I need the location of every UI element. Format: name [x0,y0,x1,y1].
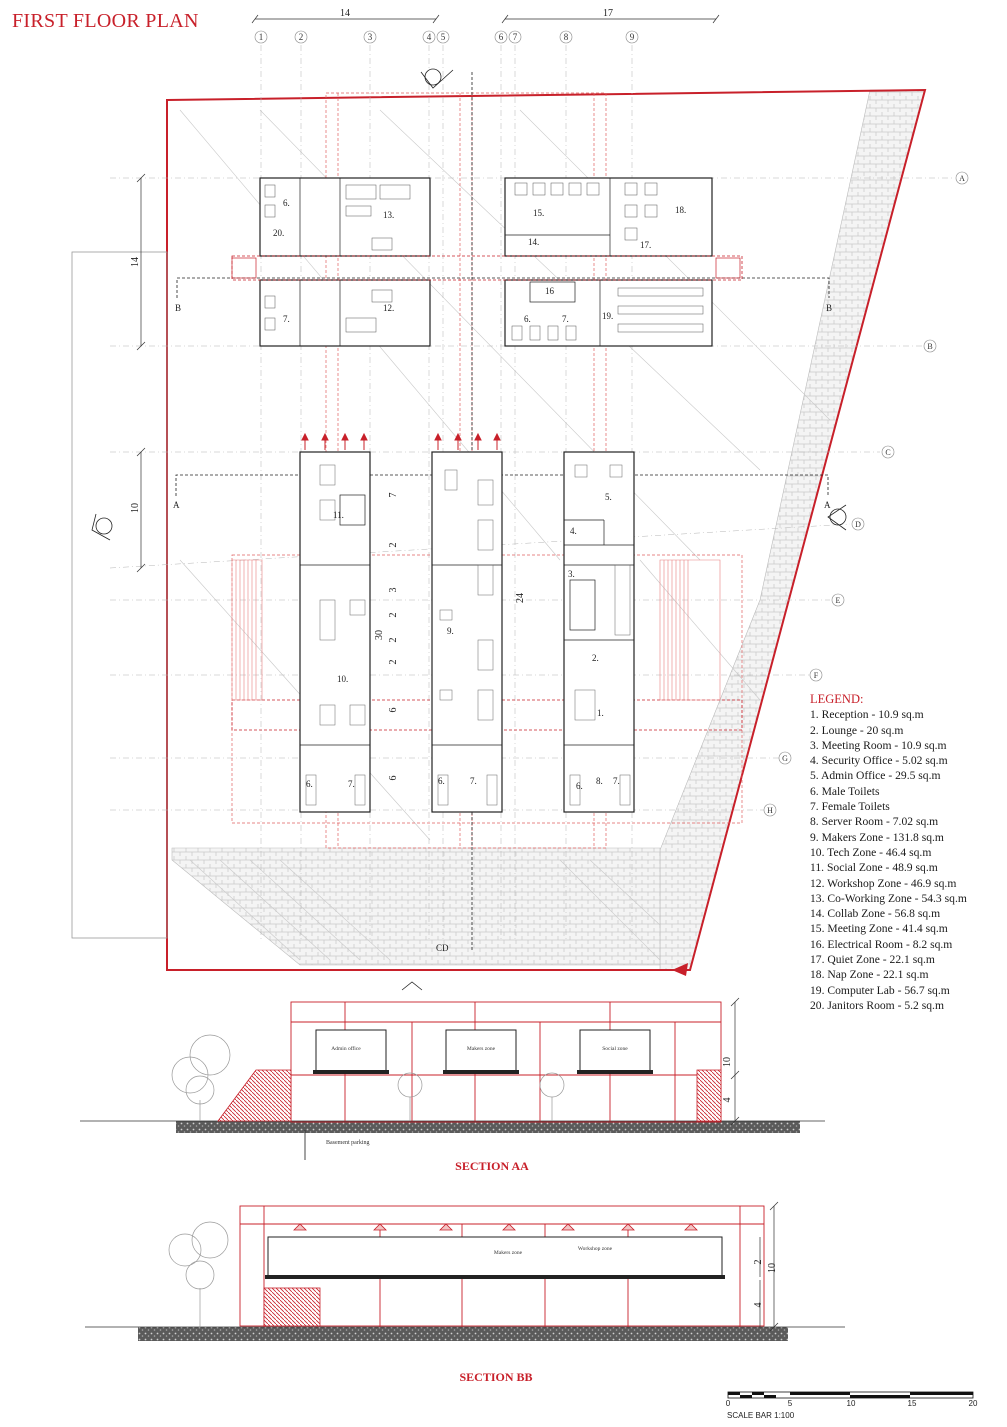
legend-item: 7. Female Toilets [810,800,890,814]
legend-item: 4. Security Office - 5.02 sq.m [810,754,948,768]
room-1: 1. [597,708,604,718]
room-6c: 6. [306,779,313,789]
grid-col-6: 6 [498,32,504,42]
aa-label-makers: Makers zone [466,1046,496,1052]
scale-tick-15: 15 [907,1399,917,1408]
legend-item: 17. Quiet Zone - 22.1 sq.m [810,953,935,967]
room-10: 10. [337,674,349,684]
legend-item: 2. Lounge - 20 sq.m [810,723,904,737]
grid-col-7: 7 [512,32,518,42]
grid-col-3: 3 [367,32,373,42]
section-aa [80,998,825,1160]
scale-bar [728,1392,973,1398]
aa-label-admin: Admin office [331,1046,361,1052]
central-blocks [300,452,634,812]
legend-item: 3. Meeting Room - 10.9 sq.m [810,738,947,752]
room-18: 18. [675,205,687,215]
section-bb [85,1202,845,1341]
grid-col-9: 9 [629,32,635,42]
scale-bar-label: SCALE BAR 1:100 [727,1411,795,1420]
room-6e: 6. [576,781,583,791]
bb-label-workshop: Workshop zone [577,1246,613,1252]
section-aa-title: SECTION AA [455,1159,529,1173]
section-mark-a-left: A [173,500,180,510]
room-11: 11. [333,510,344,520]
bb-dim-2: 2 [753,1259,764,1265]
grid-row-A: A [959,174,965,183]
grid-col-8: 8 [563,32,569,42]
room-16: 16 [545,286,554,296]
grid-row-F: F [813,671,819,680]
legend-item: 6. Male Toilets [810,784,880,798]
room-12: 12. [383,303,395,313]
legend-item: 11. Social Zone - 48.9 sq.m [810,861,938,875]
svg-text:2: 2 [388,612,399,618]
legend-item: 1. Reception - 10.9 sq.m [810,708,924,722]
section-mark-a-right: A [824,500,831,510]
svg-text:2: 2 [388,637,399,643]
dim-left-10: 10 [130,503,141,513]
room-4: 4. [570,526,577,536]
top-dimensions [252,15,719,23]
legend-item: 15. Meeting Zone - 41.4 sq.m [810,922,948,936]
sheet-title: FIRST FLOOR PLAN [12,10,199,32]
room-6d: 6. [438,776,445,786]
grid-row-H: H [767,806,773,815]
svg-text:30: 30 [374,630,385,640]
room-17: 17. [640,240,652,250]
dim-left-14: 14 [130,257,141,267]
room-19: 19. [602,311,614,321]
room-14: 14. [528,237,540,247]
entry-arrows [302,434,500,450]
legend-item: 5. Admin Office - 29.5 sq.m [810,769,941,783]
legend-item: 20. Janitors Room - 5.2 sq.m [810,998,944,1012]
svg-text:2: 2 [388,659,399,665]
bb-label-makers: Makers zone [493,1250,523,1256]
bb-dim-4: 4 [753,1302,764,1308]
svg-text:24: 24 [515,593,526,603]
room-7b: 7. [562,314,569,324]
legend-item: 18. Nap Zone - 22.1 sq.m [810,968,929,982]
room-8: 8. [596,776,603,786]
room-9: 9. [447,626,454,636]
scale-tick-5: 5 [787,1399,793,1408]
aa-label-basement: Basement parking [326,1140,370,1146]
scale-tick-10: 10 [846,1399,856,1408]
grid-col-4: 4 [426,32,432,42]
legend-item: 19. Computer Lab - 56.7 sq.m [810,983,950,997]
legend-item: 9. Makers Zone - 131.8 sq.m [810,830,944,844]
room-7c: 7. [348,779,355,789]
room-15: 15. [533,208,545,218]
room-3: 3. [568,569,575,579]
svg-text:6: 6 [388,775,399,781]
section-mark-cd: CD [436,943,449,953]
section-mark-b-right: B [826,303,833,313]
legend-item: 14. Collab Zone - 56.8 sq.m [810,907,941,921]
dim-top-17: 17 [603,8,613,19]
svg-text:7: 7 [388,492,399,498]
legend-item: 13. Co-Working Zone - 54.3 sq.m [810,891,967,905]
dim-top-14: 14 [340,8,350,19]
grid-col-5: 5 [440,32,446,42]
grid-row-C: C [885,448,891,457]
room-2: 2. [592,653,599,663]
section-mark-b-left: B [175,303,182,313]
aa-label-social: Social zone [602,1046,628,1052]
grid-row-G: G [782,754,788,763]
legend [810,692,1000,1013]
svg-text:2: 2 [388,542,399,548]
grid-col-1: 1 [258,32,264,42]
grid-row-B: B [927,342,933,351]
bb-dim-10: 10 [767,1263,778,1273]
room-7d: 7. [470,776,477,786]
svg-text:6: 6 [388,707,399,713]
legend-item: 16. Electrical Room - 8.2 sq.m [810,937,953,951]
grid-col-2: 2 [298,32,304,42]
room-6a: 6. [283,198,290,208]
grid-row-D: D [855,520,861,529]
room-13: 13. [383,210,395,220]
room-7a: 7. [283,314,290,324]
scale-tick-0: 0 [725,1399,731,1408]
section-bb-title: SECTION BB [459,1370,533,1384]
room-6b: 6. [524,314,531,324]
room-7e: 7. [613,776,620,786]
column-markers [255,31,638,43]
aa-dim-4: 4 [722,1097,733,1103]
svg-text:3: 3 [388,587,399,593]
room-20: 20. [273,228,285,238]
legend-item: 12. Workshop Zone - 46.9 sq.m [810,876,957,890]
room-5: 5. [605,492,612,502]
legend-item: 8. Server Room - 7.02 sq.m [810,815,939,829]
legend-item: 10. Tech Zone - 46.4 sq.m [810,845,932,859]
grid-row-E: E [835,596,841,605]
aa-dim-10: 10 [722,1057,733,1067]
scale-tick-20: 20 [968,1399,978,1408]
legend-title: LEGEND: [810,692,864,706]
